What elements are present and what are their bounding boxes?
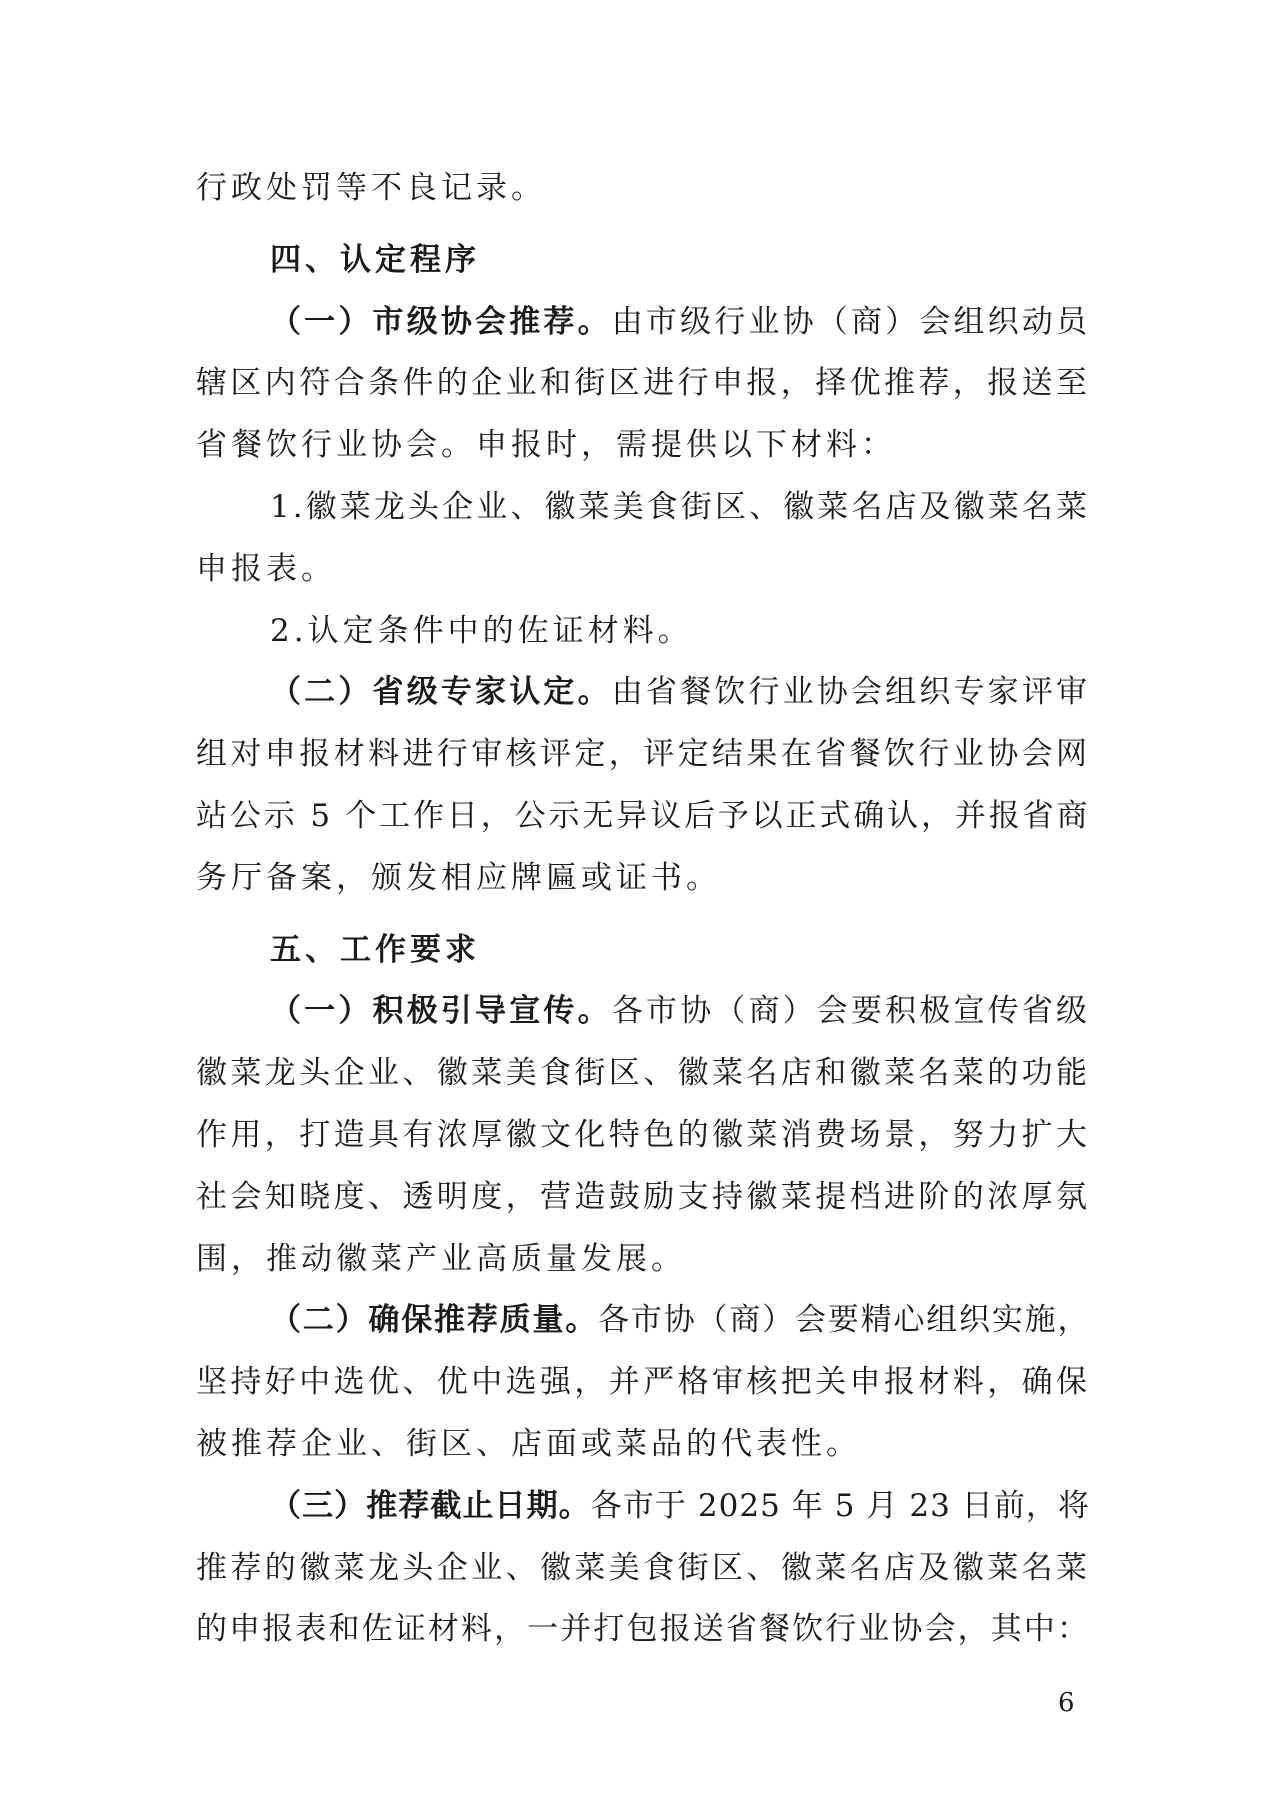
body-line: 辖区内符合条件的企业和街区进行申报，择优推荐，报送至 bbox=[196, 365, 1090, 402]
body-line: 的申报表和佐证材料，一并打包报送省餐饮行业协会，其中： bbox=[196, 1611, 1090, 1648]
body-line: （二）省级专家认定。由省餐饮行业协会组织专家评审 bbox=[270, 674, 1091, 711]
body-line: 围，推动徽菜产业高质量发展。 bbox=[196, 1240, 686, 1277]
subsection-lead: （一）市级协会推荐。 bbox=[270, 303, 612, 340]
section-heading: 四、认定程序 bbox=[270, 241, 480, 278]
body-line: 被推荐企业、街区、店面或菜品的代表性。 bbox=[196, 1425, 861, 1462]
body-line: （二）确保推荐质量。各市协（商）会要精心组织实施， bbox=[270, 1302, 1090, 1339]
body-line: 申报表。 bbox=[196, 550, 336, 587]
subsection-lead: （二）确保推荐质量。 bbox=[270, 1302, 599, 1339]
body-line: 站公示 5 个工作日，公示无异议后予以正式确认，并报省商 bbox=[196, 797, 1090, 834]
body-line: 坚持好中选优、优中选强，并严格审核把关申报材料，确保 bbox=[196, 1364, 1090, 1401]
page-number: 6 bbox=[1058, 1688, 1075, 1718]
subsection-lead: （三）推荐截止日期。 bbox=[270, 1487, 591, 1524]
body-line: （一）市级协会推荐。由市级行业协（商）会组织动员 bbox=[270, 303, 1091, 340]
subsection-lead: （一）积极引导宣传。 bbox=[270, 993, 612, 1030]
section-heading: 五、工作要求 bbox=[270, 931, 480, 968]
body-line: 社会知晓度、透明度，营造鼓励支持徽菜提档进阶的浓厚氛 bbox=[196, 1178, 1090, 1215]
body-line: 2.认定条件中的佐证材料。 bbox=[270, 612, 693, 649]
body-line: 1.徽菜龙头企业、徽菜美食街区、徽菜名店及徽菜名菜 bbox=[270, 488, 1090, 525]
body-line: 徽菜龙头企业、徽菜美食街区、徽菜名店和徽菜名菜的功能 bbox=[196, 1055, 1090, 1092]
body-line: 务厅备案，颁发相应牌匾或证书。 bbox=[196, 859, 721, 896]
body-line: 作用，打造具有浓厚徽文化特色的徽菜消费场景，努力扩大 bbox=[196, 1116, 1090, 1153]
body-line: 省餐饮行业协会。申报时，需提供以下材料： bbox=[196, 427, 896, 464]
body-line: （三）推荐截止日期。各市于 2025 年 5 月 23 日前，将 bbox=[270, 1487, 1091, 1524]
body-line: 推荐的徽菜龙头企业、徽菜美食街区、徽菜名店及徽菜名菜 bbox=[196, 1549, 1090, 1586]
body-line: 行政处罚等不良记录。 bbox=[196, 170, 546, 206]
body-line: （一）积极引导宣传。各市协（商）会要积极宣传省级 bbox=[270, 993, 1091, 1030]
document-body bbox=[196, 158, 1090, 1661]
body-line: 组对申报材料进行审核评定，评定结果在省餐饮行业协会网 bbox=[196, 736, 1090, 773]
subsection-lead: （二）省级专家认定。 bbox=[270, 674, 612, 711]
